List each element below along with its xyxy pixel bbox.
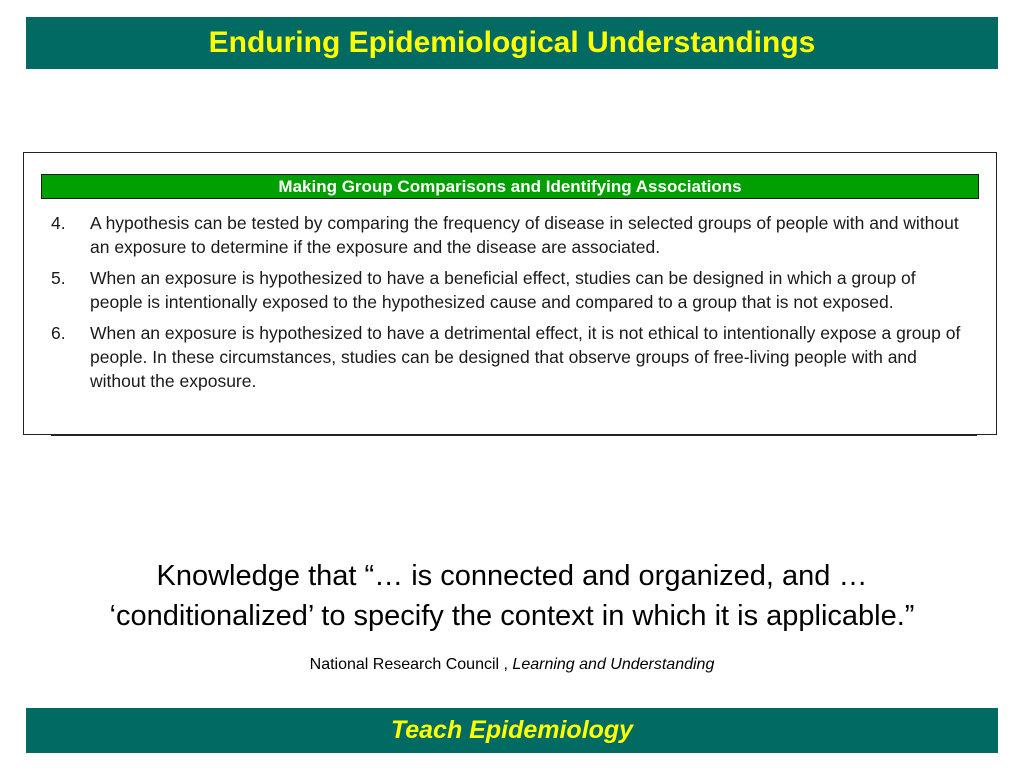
quote-line: ‘conditionalized’ to specify the context in which it is applicable.” <box>109 600 915 632</box>
list-item <box>51 321 971 393</box>
item-number: 6. <box>51 323 66 343</box>
item-text: When an exposure is hypothesized to have a beneficial effect, studies can be designed in which a group of people is intentionally exposed to the hypothesized cause and compared to a group that is not exposed. <box>90 268 916 312</box>
item-text: When an exposure is hypothesized to have a detrimental effect, it is not ethical to intentionally expose a group of people. In these circumstances, studies can be designed that observe groups of free-living people with and without the exposure. <box>90 323 961 391</box>
understandings-panel <box>23 152 997 435</box>
title-banner <box>26 17 998 69</box>
panel-header <box>41 174 979 199</box>
item-number: 5. <box>51 268 66 288</box>
quote-block <box>30 556 994 636</box>
item-number: 4. <box>51 213 66 233</box>
citation-work: Learning and Understanding <box>512 656 715 673</box>
citation-author: National Research Council , <box>309 656 508 673</box>
understandings-list <box>51 211 971 400</box>
footer-text: Teach Epidemiology <box>390 716 634 744</box>
list-item <box>51 266 971 314</box>
panel-header-text: Making Group Comparisons and Identifying Associations <box>278 176 742 196</box>
quote-line: Knowledge that “… is connected and organized, and … <box>156 560 868 592</box>
item-text: A hypothesis can be tested by comparing the frequency of disease in selected groups of people with and without an exposure to determine if the exposure and the disease are associated. <box>90 213 959 257</box>
slide-title: Enduring Epidemiological Understandings <box>208 26 816 59</box>
panel-divider <box>51 434 977 436</box>
quote-citation <box>30 656 994 674</box>
list-item <box>51 211 971 259</box>
footer-banner <box>26 708 998 753</box>
